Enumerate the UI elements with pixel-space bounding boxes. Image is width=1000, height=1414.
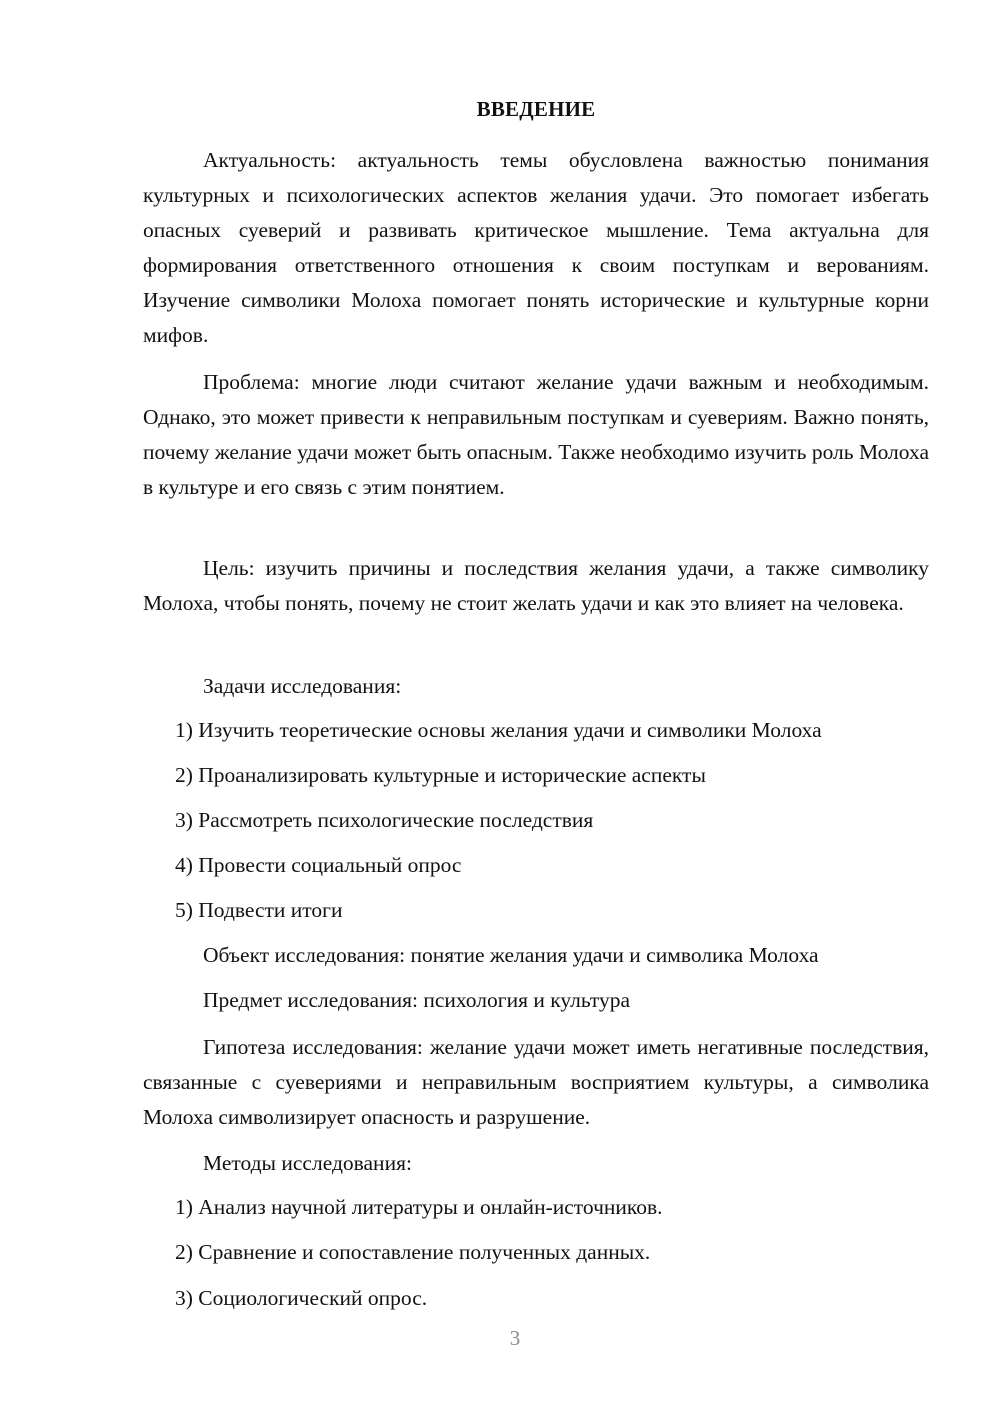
task-item: 3) Рассмотреть психологические последствия <box>175 808 594 832</box>
goal-paragraph: Цель: изучить причины и последствия желания удачи, а также символику Молоха, чтобы понять, почему не стоит желать удачи и как это влияет на человека. <box>143 556 929 615</box>
hypothesis-paragraph: Гипотеза исследования: желание удачи может иметь негативные последствия, связанные с суевериями и неправильным восприятием культуры, а символика Молоха символизирует опасность и разрушение. <box>143 1035 929 1129</box>
method-item: 2) Сравнение и сопоставление полученных данных. <box>175 1240 651 1264</box>
task-item: 1) Изучить теоретические основы желания удачи и символики Молоха <box>175 718 822 742</box>
tasks-heading: Задачи исследования: <box>203 674 402 698</box>
method-item: 3) Социологический опрос. <box>175 1286 428 1310</box>
problem-paragraph: Проблема: многие люди считают желание удачи важным и необходимым. Однако, это может привести к неправильным поступкам и суевериям. Важно понять, почему желание удачи может быть опасным. Также необходимо изучить роль Молоха в культуре и его связь с этим понятием. <box>143 370 929 499</box>
task-item: 5) Подвести итоги <box>175 898 343 922</box>
task-item: 4) Провести социальный опрос <box>175 853 462 877</box>
task-item: 2) Проанализировать культурные и исторические аспекты <box>175 763 706 787</box>
methods-heading: Методы исследования: <box>203 1151 412 1175</box>
method-item: 1) Анализ научной литературы и онлайн-источников. <box>175 1195 663 1219</box>
page-number: 3 <box>509 1326 521 1350</box>
section-title: ВВЕДЕНИЕ <box>476 97 596 121</box>
research-subject: Предмет исследования: психология и культура <box>203 988 631 1012</box>
research-object: Объект исследования: понятие желания удачи и символика Молоха <box>203 943 819 967</box>
relevance-paragraph: Актуальность: актуальность темы обусловлена важностью понимания культурных и психологических аспектов желания удачи. Это помогает избегать опасных суеверий и развивать критическое мышление. Тема актуальна для формирования ответственного отношения к своим поступкам и верованиям. Изучение символики Молоха помогает понять исторические и культурные корни мифов. <box>143 148 929 347</box>
